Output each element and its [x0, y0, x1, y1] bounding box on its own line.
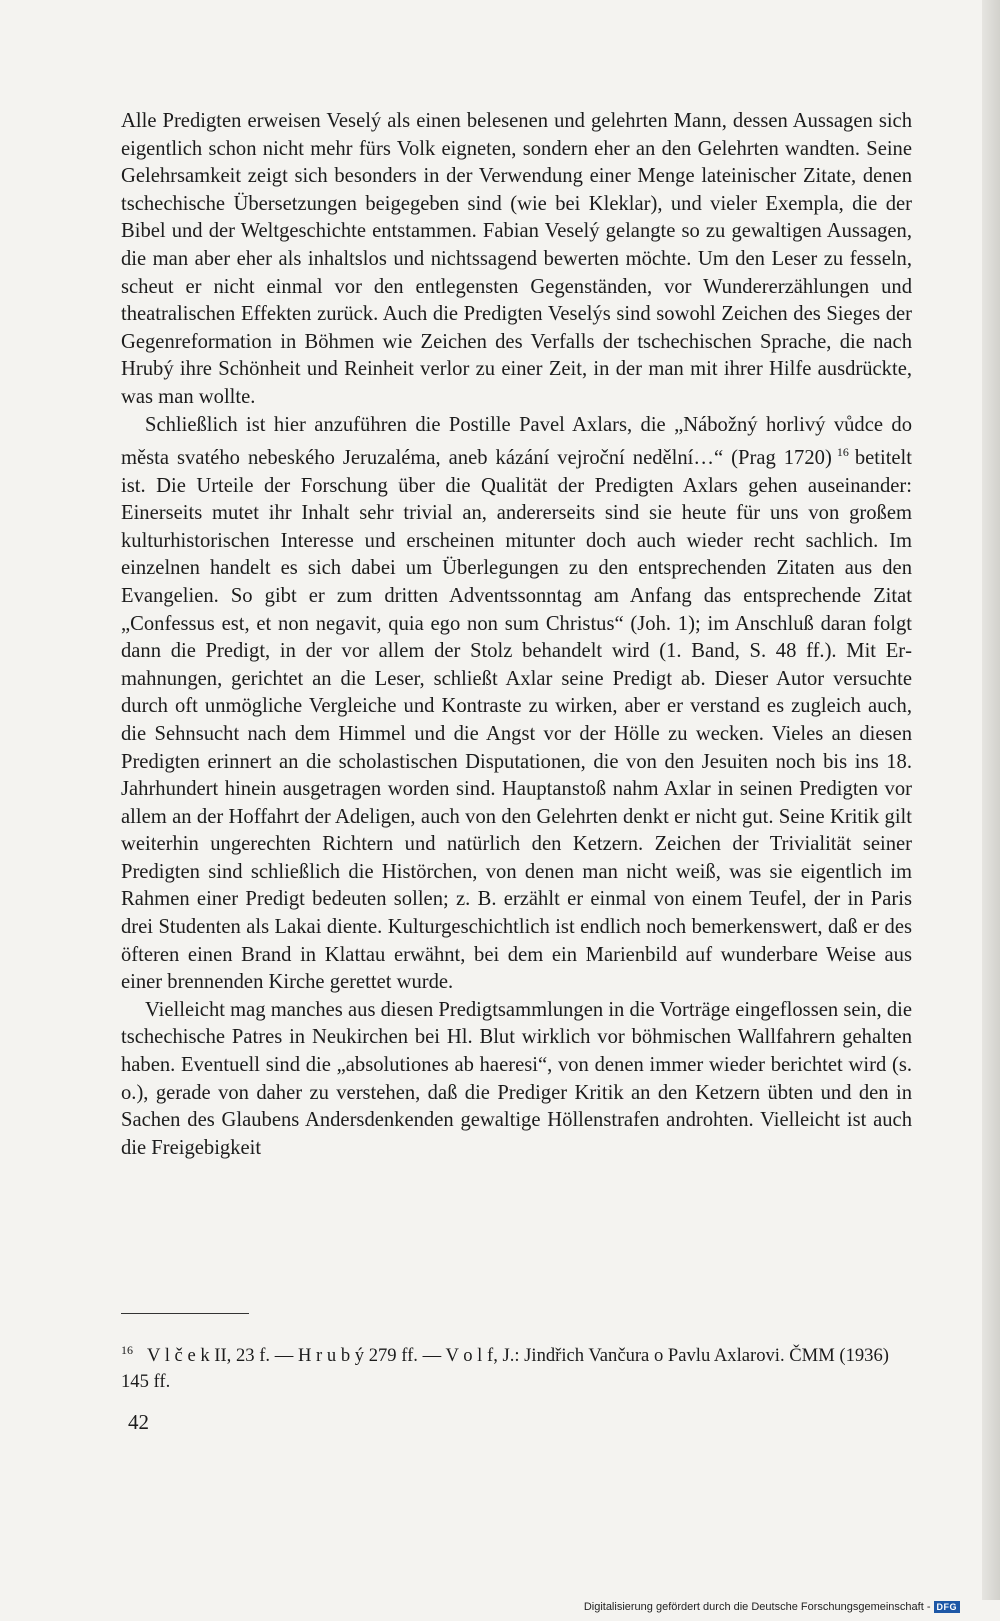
dfg-logo: DFG [934, 1601, 961, 1613]
main-text [121, 108, 912, 1162]
page-edge-shadow [982, 0, 1000, 1600]
footnote-reference: 16 [836, 445, 849, 460]
footnote-divider [121, 1313, 249, 1314]
digitization-credit [584, 1601, 960, 1613]
footnote-number: 16 [121, 1343, 133, 1357]
paragraph-vesely: Alle Predigten erweisen Veselý als einen belesenen und gelehrten Mann, dessen Aussagen sich eigentlich schon nicht mehr fürs Volk eigneten, sondern eher an den Gelehrten wandten. Seine Gelehrsamkeit zeigt sich besonders in der Verwendung einer Menge lateinischer Zitate, denen tschechische Übersetzungen beigegeben sind (wie bei Kleklar), und vieler Exempla, die der Bibel und der Weltgeschichte entstammen. Fabian Veselý gelangte so zu gewaltigen Aussagen, die man aber eher als inhaltslos und nichtssagend bewerten möchte. Um den Leser zu fesseln, scheut er nicht einmal vor den entlegensten Gegenständen, vor Wundererzählungen und theatralischen Effekten zurück. Auch die Predigten Veselýs sind sowohl Zeichen des Sieges der Gegenreformation in Böhmen wie Zeichen des Verfalls der tschechischen Sprache, die nach Hrubý ihre Schönheit und Reinheit verlor zu einer Zeit, in der man mit ihrer Hilfe ausdrückte, was man wollte. [121, 110, 912, 408]
paragraph-axlar [121, 412, 912, 997]
paragraph-axlar-body: betitelt ist. Die Urteile der Forschung über die Qualität der Predigten Axlars gehen auseinander: Einerseits mutet ihr Inhalt sehr trivial an, andererseits sind sie heute für uns von großem kulturhistorischen Interesse und erscheinen mitunter doch auch wieder recht sachlich. Im einzelnen handelt es sich dabei um Überlegungen zu den entsprechenden Zitaten aus den Evangelien. So gibt er zum dritten Adventssonntag am Anfang das entsprechende Zitat „Confessus est, et non negavit, quia ego non sum Christus“ (Joh. 1); im Anschluß daran folgt dann die Predigt, in der vor allem der Stolz behandelt wird (1. Band, S. 48 ff.). Mit Ermahnungen, gerichtet an die Leser, schließt Axlar seine Predigt ab. Dieser Autor versuchte durch oft unmögliche Vergleiche und Kontraste zu wirken, aber er verstand es zugleich auch, die Sehnsucht nach dem Himmel und die Angst vor der Hölle zu wecken. Vieles an diesen Predigten erinnert an die scholastischen Disputationen, die von den Jesuiten noch bis ins 18. Jahrhundert hinein ausgetragen worden sind. Hauptanstoß nahm Axlar in seinen Predigten vor allem an der Hoffahrt der Adeligen, auch von den Gelehrten denkt er nicht gut. Seine Kritik gilt weiterhin ungerechten Richtern und natürlich den Ketzern. Zeichen der Trivialität seiner Predigten sind schließlich die Histörchen, von denen man nicht weiß, was sie eigentlich im Rahmen einer Predigt bedeuten sollen; z. B. erzählt er einmal von einem Teufel, der in Paris drei Studenten als Lakai diente. Kulturgeschichtlich ist endlich noch bemerkenswert, daß er des öfteren einen Brand in Klattau erwähnt, bei dem ein Marienbild auf wunderbare Weise aus einer brennenden Kirche gerettet wurde. [121, 446, 912, 994]
paragraph-neukirchen: Vielleicht mag manches aus diesen Predigtsammlungen in die Vorträge eingeflossen sein, die tschechische Patres in Neukirchen bei Hl. Blut wirklich vor böhmischen Wallfahrern gehalten haben. Eventuell sind die „absolutiones ab haeresi“, von denen immer wieder berichtet wird (s. o.), gerade von daher zu verstehen, daß die Prediger Kritik an den Ketzern übten und den in Sachen des Glaubens Andersdenkenden gewaltige Höllenstrafen androhten. Vielleicht ist auch die Freigebigkeit [121, 998, 912, 1159]
paragraph-axlar-intro: Schließlich ist hier anzuführen die Postille Pavel Axlars, die „Nábožný horlivý vůdce do města svatého nebeského Jeruzaléma, aneb kázání vejroční nedělní…“ (Prag 1720) [121, 413, 912, 469]
digitization-credit-text: Digitalisierung gefördert durch die Deutsche Forschungsgemeinschaft - [583, 1601, 931, 1613]
footnote-text: V l č e k II, 23 f. — H r u b ý 279 ff. — V o l f, J.: Jindřich Vančura o Pavlu Axlarovi. ČMM (1936) 145 ff. [121, 1345, 889, 1393]
footnote [121, 1337, 912, 1395]
page-number: 42 [128, 1410, 149, 1434]
